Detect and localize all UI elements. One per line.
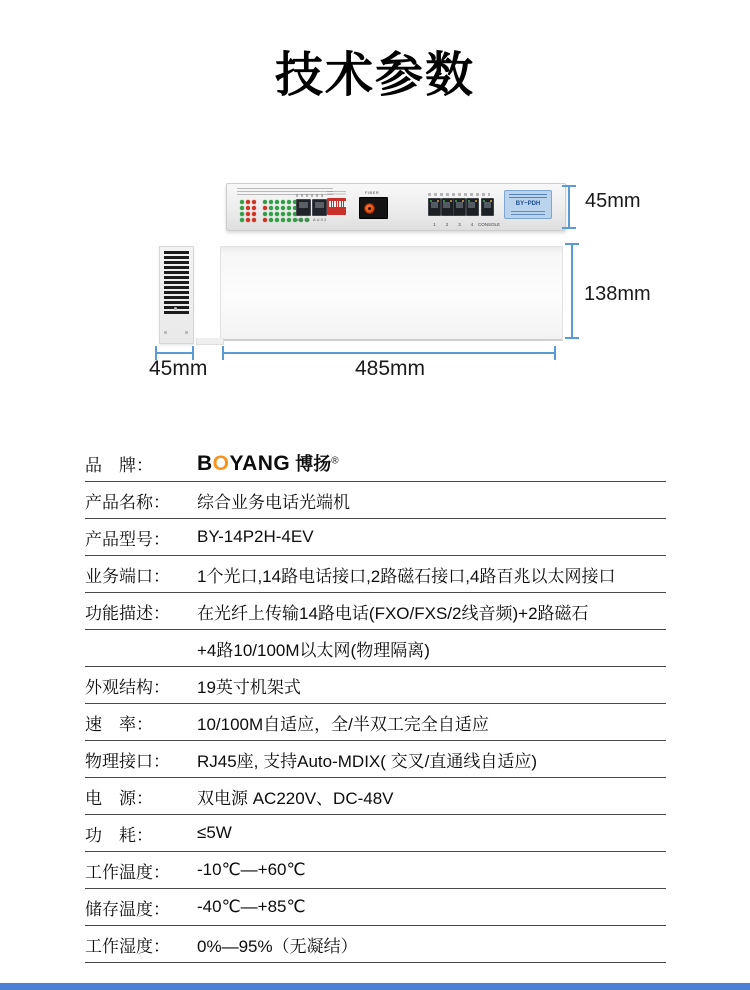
spec-table: [85, 445, 666, 963]
row-label: 工作温度：: [85, 862, 170, 882]
led-green-icon: [240, 200, 244, 204]
row-value: 19英寸机架式: [197, 677, 301, 697]
led-red-icon: [252, 200, 256, 204]
registered-mark: ®: [331, 455, 339, 467]
rj45-port: [466, 198, 479, 227]
rj45-jack-icon: [431, 202, 438, 208]
led-green-icon: [281, 206, 285, 210]
table-row: [85, 852, 666, 889]
led-green-icon: [269, 200, 273, 204]
brand-logo: [197, 452, 290, 475]
port-number: CONSOLE: [478, 222, 501, 227]
rj45-port: [312, 199, 327, 216]
sticker-text-lines: [509, 194, 547, 200]
row-label: 产品型号：: [85, 529, 170, 549]
led-green-icon: [287, 212, 291, 216]
row-label: 外观结构：: [85, 677, 170, 697]
dimension-label-depth: 138mm: [584, 283, 651, 305]
table-row: [85, 778, 666, 815]
led-green-icon: [281, 200, 285, 204]
row-label: 功 耗：: [85, 825, 153, 845]
screw-icon: [185, 331, 188, 334]
table-row: [85, 926, 666, 963]
port-number: 1: [433, 222, 436, 227]
brand-letter: B: [197, 452, 213, 475]
led-green-icon: [281, 212, 285, 216]
led-green-icon: [240, 218, 244, 222]
rj45-jack-icon: [299, 202, 308, 208]
led-green-icon: [275, 206, 279, 210]
table-row: [85, 556, 666, 593]
rj45-jack-icon: [443, 202, 450, 208]
led-red-icon: [246, 212, 250, 216]
row-value: [197, 450, 666, 476]
screw-icon: [174, 307, 177, 310]
led-red-icon: [246, 206, 250, 210]
led-green-icon: [269, 206, 273, 210]
led-green-icon: [269, 218, 273, 222]
row-label: 工作湿度：: [85, 936, 170, 956]
page-title: 技术参数: [274, 49, 475, 102]
brand-chinese: 博扬: [295, 454, 332, 474]
fiber-port-label: FIBER: [365, 190, 380, 195]
rj45-jack-icon: [468, 202, 475, 208]
table-row: [85, 593, 666, 630]
row-value: +4路10/100M以太网(物理隔离): [197, 640, 430, 660]
aux-ports: [296, 194, 326, 226]
row-value: BY-14P2H-4EV: [197, 527, 314, 546]
led-green-icon: [263, 200, 267, 204]
dimension-marker-height: [562, 185, 576, 229]
led-red-icon: [263, 206, 267, 210]
row-value: RJ45座, 支持Auto-MDIX( 交叉/直通线自适应): [197, 751, 538, 771]
led-green-icon: [269, 212, 273, 216]
row-value: -40℃—+85℃: [197, 897, 306, 916]
row-value: 1个光口,14路电话接口,2路磁石接口,4路百兆以太网接口: [197, 566, 616, 586]
port-number: 4: [470, 222, 474, 227]
product-front-view: [226, 183, 566, 231]
table-row: [85, 667, 666, 704]
sticker-model-text: BY~PDH: [515, 201, 541, 207]
product-top-view: [220, 246, 563, 341]
table-row: [85, 482, 666, 519]
table-row: [85, 630, 666, 667]
rj45-jack-icon: [315, 202, 324, 208]
footer-bar: [0, 983, 750, 990]
row-label: 速 率：: [85, 714, 153, 734]
led-green-icon: [263, 212, 267, 216]
led-green-icon: [281, 218, 285, 222]
sticker-text-lines: [511, 211, 545, 215]
row-value: 10/100M自适应，全/半双工完全自适应: [197, 714, 489, 734]
model-sticker: [504, 190, 552, 219]
aux-port-labels: AUX1 AUX2: [296, 217, 328, 222]
led-green-icon: [240, 212, 244, 216]
dimension-marker-depth: [565, 243, 579, 339]
row-value: -10℃—+60℃: [197, 860, 306, 879]
fiber-optic-port: [359, 197, 388, 219]
row-label: 业务端口：: [85, 566, 170, 586]
row-value: 在光纤上传输14路电话(FXO/FXS/2线音频)+2路磁石: [197, 603, 589, 623]
table-row: [85, 445, 666, 482]
port-number: 3: [458, 222, 461, 227]
led-red-icon: [246, 218, 250, 222]
row-label: 功能描述：: [85, 603, 170, 623]
port-number: 2: [445, 222, 449, 227]
row-label: 电 源：: [85, 788, 153, 808]
row-value: ≤5W: [197, 823, 232, 842]
rj45-port: [296, 199, 311, 216]
table-row: [85, 704, 666, 741]
row-value: 双电源 AC220V、DC-48V: [197, 788, 394, 808]
dip-switch-block: [327, 198, 346, 215]
dimension-label-body-width: 485mm: [355, 357, 426, 380]
led-red-icon: [252, 212, 256, 216]
product-side-view: [159, 246, 194, 344]
brand-o-icon: O: [212, 452, 230, 475]
led-green-icon: [287, 206, 291, 210]
port-silkscreen-text: [296, 194, 326, 197]
rj45-jack-icon: [484, 202, 491, 208]
ethernet-ports: [428, 193, 501, 227]
row-label: 产品名称：: [85, 492, 170, 512]
dimension-label-side-width: 45mm: [149, 357, 208, 380]
rj45-port: [478, 198, 501, 227]
row-value: 综合业务电话光端机: [197, 492, 350, 512]
table-row: [85, 519, 666, 556]
mounting-tab: [196, 338, 224, 345]
led-green-icon: [275, 200, 279, 204]
row-label: 物理接口：: [85, 751, 170, 771]
screw-icon: [164, 331, 167, 334]
led-red-icon: [252, 206, 256, 210]
led-red-icon: [263, 218, 267, 222]
dimension-label-height: 45mm: [585, 190, 641, 212]
led-green-icon: [287, 200, 291, 204]
brand-letters: YANG: [229, 452, 291, 475]
fiber-connector-icon: [364, 203, 375, 214]
row-label: 品 牌：: [85, 455, 153, 475]
table-row: [85, 741, 666, 778]
rj45-jack-icon: [456, 202, 463, 208]
vent-slats: [164, 251, 189, 314]
row-label: 储存温度：: [85, 899, 170, 919]
rj45-port: [428, 198, 441, 227]
rj45-port: [441, 198, 454, 227]
led-green-icon: [240, 206, 244, 210]
led-green-icon: [275, 212, 279, 216]
led-indicator-block: [240, 200, 256, 222]
table-row: [85, 889, 666, 926]
table-row: [85, 815, 666, 852]
led-green-icon: [275, 218, 279, 222]
port-silkscreen-text: [428, 193, 490, 196]
dip-silkscreen-text: [327, 191, 346, 196]
row-value: 0%—95%（无凝结）: [197, 936, 358, 956]
rj45-port: [453, 198, 466, 227]
led-red-icon: [252, 218, 256, 222]
led-green-icon: [287, 218, 291, 222]
led-red-icon: [246, 200, 250, 204]
